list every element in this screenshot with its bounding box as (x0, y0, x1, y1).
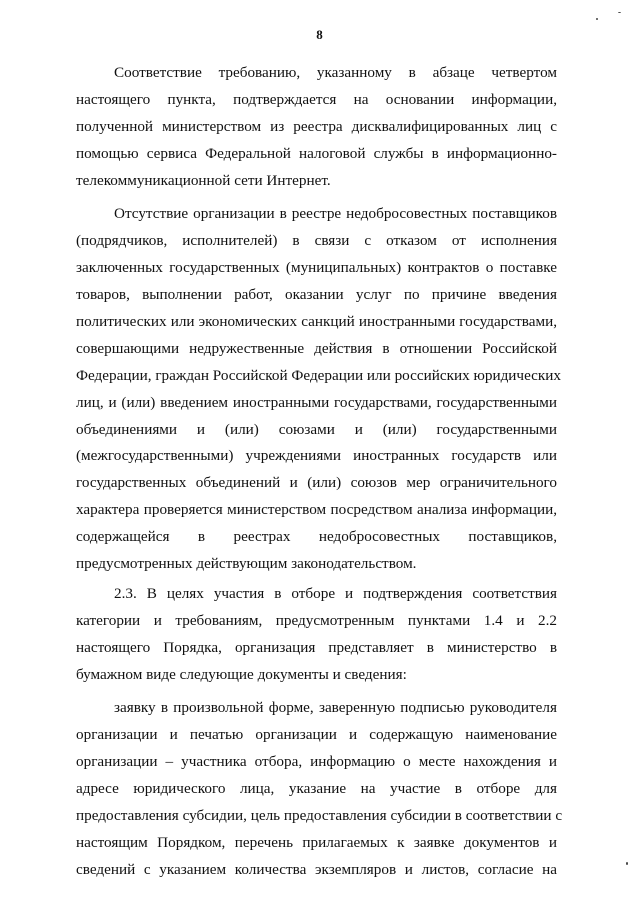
text-line: совершающими недружественные действия в отношении Российской (76, 339, 557, 357)
text-line: бумажном виде следующие документы и сведения: (76, 665, 407, 683)
text-line: настоящего пункта, подтверждается на основании информации, (76, 90, 557, 108)
document-body (76, 60, 563, 884)
text-line: политических или экономических санкций иностранными государствами, (76, 313, 557, 331)
text-line: предоставления субсидии, цель предоставления субсидии в соответствии с (76, 807, 563, 825)
text-line: настоящего Порядка, организация представляет в министерство в (76, 638, 557, 656)
text-line: настоящим Порядком, перечень прилагаемых к заявке документов и (76, 833, 557, 851)
text-line: полученной министерством из реестра дисквалифицированных лиц с (76, 117, 557, 135)
text-line: Федерации, граждан Российской Федерации или российских юридических (76, 366, 562, 384)
text-line: сведений с указанием количества экземпляров и листов, согласие на (76, 860, 557, 878)
text-line: заключенных государственных (муниципальных) контрактов о поставке (76, 259, 557, 277)
scan-speck (618, 12, 621, 13)
scan-speck (626, 862, 628, 865)
text-line: объединениями и (или) союзами и (или) государственными (76, 420, 557, 438)
paragraph-2 (76, 201, 562, 577)
text-line: организации и печатью организации и содержащую наименование (76, 726, 557, 744)
text-line: лиц, и (или) введением иностранными государствами, государственными (76, 393, 557, 411)
text-line: заявку в произвольной форме, заверенную подписью руководителя (114, 699, 557, 717)
text-line: характера проверяется министерством посредством анализа информации, (76, 501, 557, 519)
text-line: категории и требованиям, предусмотренным пунктами 1.4 и 2.2 (76, 611, 557, 629)
paragraph-1 (76, 60, 557, 194)
text-line: Соответствие требованию, указанному в абзаце четвертом (114, 64, 557, 81)
paragraph-3 (76, 581, 557, 689)
text-line: (межгосударственными) учреждениями иностранных государств или (76, 447, 557, 465)
text-line: организации – участника отбора, информацию о месте нахождения и (76, 753, 557, 771)
text-line: телекоммуникационной сети Интернет. (76, 171, 331, 189)
text-line: содержащейся в реестрах недобросовестных поставщиков, (76, 528, 557, 546)
page-number: 8 (316, 27, 323, 42)
text-line: государственных объединений и (или) союзов мер ограничительного (76, 474, 557, 492)
scan-speck (596, 18, 598, 20)
text-line: адресе юридического лица, указание на участие в отборе для (76, 780, 557, 798)
text-line: предусмотренных действующим законодательством. (76, 555, 417, 573)
text-line: (подрядчиков, исполнителей) в связи с отказом от исполнения (76, 232, 557, 250)
text-line: Отсутствие организации в реестре недобросовестных поставщиков (114, 205, 557, 223)
paragraph-4 (76, 695, 563, 883)
text-line: товаров, выполнении работ, оказании услуг по причине введения (76, 286, 557, 304)
text-line: помощью сервиса Федеральной налоговой службы в информационно- (76, 144, 557, 162)
text-line: 2.3. В целях участия в отборе и подтверждения соответствия (114, 584, 557, 602)
